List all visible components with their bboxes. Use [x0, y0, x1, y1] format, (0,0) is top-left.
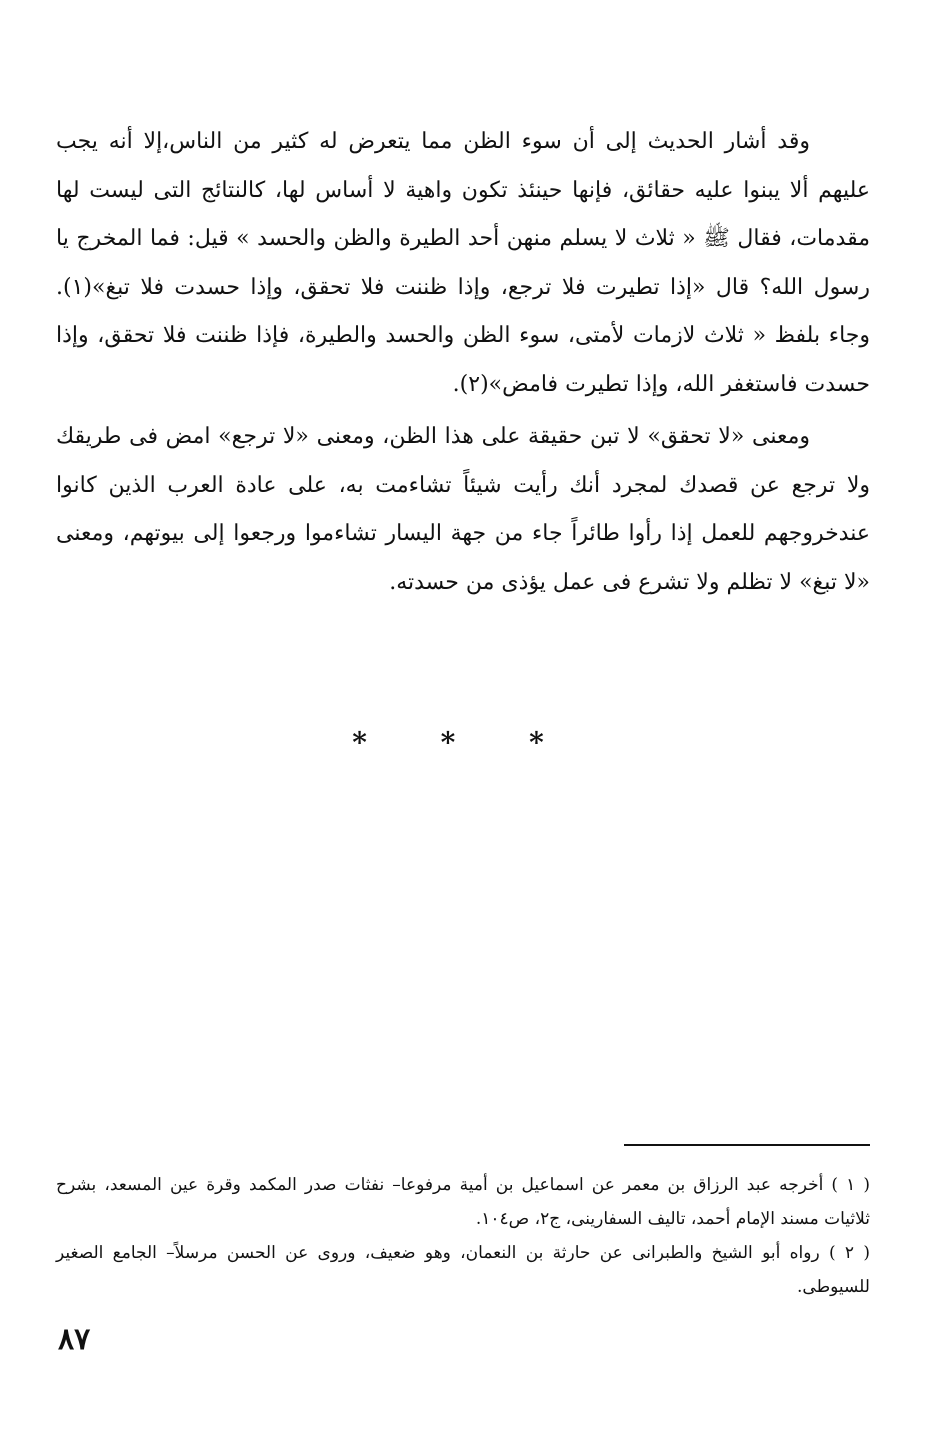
main-text [56, 118, 870, 607]
footnote: ( ١ ) أخرجه عبد الرزاق بن معمر عن اسماعيل بن أمية مرفوعا– نفثات صدر المكمد وقرة عين المسعد، بشرح ثلاثيات مسند الإمام أحمد، تاليف السفارينى، ج٢، ص١٠٤. [56, 1175, 870, 1229]
paragraph: ومعنى «لا تحقق» لا تبن حقيقة على هذا الظن، ومعنى «لا ترجع» امض فى طريقك ولا ترجع عن قصدك لمجرد أنك رأيت شيئاً تشاءمت به، على عادة العرب الذين كانوا عندخروجهم للعمل إذا رأوا طائراً جاء من جهة اليسار تشاءموا ورجعوا إلى بيوتهم، ومعنى «لا تبغ» لا تظلم ولا تشرع فى عمل يؤذى من حسدته. [56, 424, 870, 595]
footnote: ( ٢ ) رواه أبو الشيخ والطبرانى عن حارثة بن النعمان، وهو ضعيف، وروى عن الحسن مرسلاً– الجامع الصغير للسيوطى. [56, 1243, 870, 1297]
section-separator: * * * [352, 726, 576, 759]
paragraph: وقد أشار الحديث إلى أن سوء الظن مما يتعرض له كثير من الناس،إلا أنه يجب عليهم ألا يبنوا عليه حقائق، فإنها حينئذ تكون واهية لا أساس لها، كالنتائج التى ليست لها مقدمات، فقال ﷺ « ثلاث لا يسلم منهن أحد الطيرة والظن والحسد » قيل: فما المخرج يا رسول الله؟ قال «إذا تطيرت فلا ترجع، وإذا ظننت فلا تحقق، وإذا حسدت فلا تبغ»(١). وجاء بلفظ « ثلاث لازمات لأمتى، سوء الظن والحسد والطيرة، فإذا ظننت فلا تحقق، وإذا حسدت فاستغفر الله، وإذا تطيرت فامض»(٢). [56, 129, 870, 397]
footnotes [56, 1168, 870, 1304]
footnote-divider [624, 1144, 870, 1146]
page-number: ٨٧ [58, 1322, 91, 1357]
